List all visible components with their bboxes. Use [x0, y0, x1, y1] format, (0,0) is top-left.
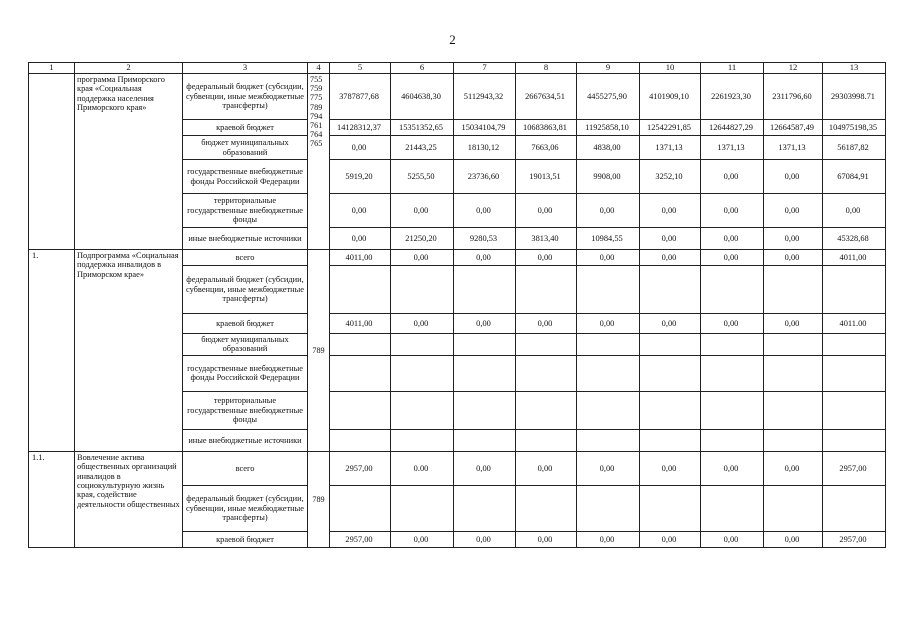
- value-cell: [823, 334, 886, 356]
- value-cell: 10984,55: [577, 228, 640, 250]
- value-cell: 0.00: [391, 451, 454, 485]
- value-cell: 0,00: [330, 228, 391, 250]
- value-cell: [391, 334, 454, 356]
- value-cell: 45328,68: [823, 228, 886, 250]
- value-cell: [701, 355, 764, 391]
- value-cell: [391, 485, 454, 531]
- value-cell: [640, 266, 701, 314]
- program-title: программа Приморского края «Социальная поддержка населения Приморского края»: [75, 74, 183, 250]
- value-cell: 4011.00: [823, 314, 886, 334]
- value-cell: 0,00: [516, 194, 577, 228]
- column-number-5: 5: [330, 63, 391, 74]
- column-number-10: 10: [640, 63, 701, 74]
- value-cell: 4838,00: [577, 136, 640, 160]
- column-number-12: 12: [764, 63, 823, 74]
- value-cell: 67084,91: [823, 160, 886, 194]
- value-cell: 0,00: [391, 314, 454, 334]
- value-cell: [577, 485, 640, 531]
- value-cell: 12644827,29: [701, 120, 764, 136]
- funding-source: федеральный бюджет (субсидии, субвенции, иные межбюджетные трансферты): [183, 266, 308, 314]
- value-cell: 0,00: [577, 531, 640, 547]
- column-number-6: 6: [391, 63, 454, 74]
- funding-source: государственные внебюджетные фонды Российской Федерации: [183, 160, 308, 194]
- funding-source: федеральный бюджет (субсидии, субвенции, иные межбюджетные трансферты): [183, 74, 308, 120]
- value-cell: [391, 391, 454, 429]
- value-cell: 0,00: [454, 531, 516, 547]
- value-cell: [391, 355, 454, 391]
- value-cell: 1371,13: [701, 136, 764, 160]
- funding-source: краевой бюджет: [183, 314, 308, 334]
- value-cell: 0,00: [764, 160, 823, 194]
- value-cell: 10683863,81: [516, 120, 577, 136]
- value-cell: [701, 485, 764, 531]
- value-cell: 29303998.71: [823, 74, 886, 120]
- measure-row: [29, 451, 886, 485]
- value-cell: 0,00: [764, 531, 823, 547]
- value-cell: 0,00: [516, 314, 577, 334]
- value-cell: [516, 266, 577, 314]
- value-cell: 0,00: [391, 531, 454, 547]
- value-cell: 0,00: [640, 194, 701, 228]
- value-cell: [577, 266, 640, 314]
- value-cell: 0,00: [701, 160, 764, 194]
- value-cell: 0,00: [454, 451, 516, 485]
- value-cell: 23736,60: [454, 160, 516, 194]
- value-cell: [330, 355, 391, 391]
- value-cell: 15351352,65: [391, 120, 454, 136]
- column-number-row: [29, 63, 886, 74]
- value-cell: [391, 266, 454, 314]
- value-cell: 2957,00: [823, 451, 886, 485]
- funding-source: краевой бюджет: [183, 531, 308, 547]
- subprogram-index: 1.: [29, 250, 75, 452]
- value-cell: 0,00: [764, 250, 823, 266]
- value-cell: [516, 429, 577, 451]
- value-cell: [330, 266, 391, 314]
- value-cell: 0,00: [577, 194, 640, 228]
- value-cell: 0,00: [577, 314, 640, 334]
- value-cell: [577, 429, 640, 451]
- value-cell: 9280,53: [454, 228, 516, 250]
- value-cell: [577, 355, 640, 391]
- value-cell: 4604638,30: [391, 74, 454, 120]
- value-cell: [516, 391, 577, 429]
- measure-code: 789: [308, 451, 330, 547]
- funding-source: федеральный бюджет (субсидии, субвенции, иные межбюджетные трансферты): [183, 485, 308, 531]
- value-cell: [640, 391, 701, 429]
- value-cell: 0,00: [701, 314, 764, 334]
- value-cell: [330, 429, 391, 451]
- value-cell: 0,00: [640, 451, 701, 485]
- column-number-13: 13: [823, 63, 886, 74]
- value-cell: [764, 334, 823, 356]
- value-cell: [823, 355, 886, 391]
- value-cell: 0,00: [701, 194, 764, 228]
- value-cell: 15034104,79: [454, 120, 516, 136]
- value-cell: [823, 391, 886, 429]
- value-cell: 0,00: [391, 250, 454, 266]
- value-cell: 5255,50: [391, 160, 454, 194]
- value-cell: 4455275,90: [577, 74, 640, 120]
- funding-source: всего: [183, 250, 308, 266]
- budget-table: [28, 62, 886, 548]
- column-number-2: 2: [75, 63, 183, 74]
- value-cell: 2957,00: [330, 451, 391, 485]
- value-cell: [701, 391, 764, 429]
- value-cell: [764, 429, 823, 451]
- funding-source: бюджет муниципальных образований: [183, 136, 308, 160]
- value-cell: 0,00: [823, 194, 886, 228]
- funding-source: краевой бюджет: [183, 120, 308, 136]
- column-number-8: 8: [516, 63, 577, 74]
- value-cell: [701, 266, 764, 314]
- funding-source: всего: [183, 451, 308, 485]
- value-cell: 0,00: [454, 250, 516, 266]
- value-cell: 4101909,10: [640, 74, 701, 120]
- value-cell: [454, 429, 516, 451]
- measure-title: Вовлечение актива общественных организаций инвалидов в социокультурную жизнь края, содействие деятельности общественных: [75, 451, 183, 547]
- value-cell: 2667634,51: [516, 74, 577, 120]
- value-cell: 3787877,68: [330, 74, 391, 120]
- value-cell: 0,00: [640, 314, 701, 334]
- column-number-1: 1: [29, 63, 75, 74]
- value-cell: 21443,25: [391, 136, 454, 160]
- value-cell: 0,00: [577, 451, 640, 485]
- value-cell: [454, 355, 516, 391]
- value-cell: 19013,51: [516, 160, 577, 194]
- value-cell: 2261923,30: [701, 74, 764, 120]
- value-cell: 56187,82: [823, 136, 886, 160]
- value-cell: 0,00: [640, 228, 701, 250]
- column-number-9: 9: [577, 63, 640, 74]
- value-cell: [764, 266, 823, 314]
- value-cell: 2957,00: [330, 531, 391, 547]
- value-cell: [577, 334, 640, 356]
- value-cell: [640, 429, 701, 451]
- value-cell: 0,00: [330, 194, 391, 228]
- value-cell: [577, 391, 640, 429]
- subprogram-code: 789: [308, 250, 330, 452]
- column-number-11: 11: [701, 63, 764, 74]
- value-cell: 0,00: [701, 531, 764, 547]
- value-cell: 0,00: [764, 194, 823, 228]
- value-cell: 0,00: [640, 250, 701, 266]
- value-cell: [454, 266, 516, 314]
- value-cell: [454, 485, 516, 531]
- page-number: 2: [449, 32, 456, 47]
- value-cell: 0,00: [454, 314, 516, 334]
- value-cell: [701, 429, 764, 451]
- value-cell: [640, 334, 701, 356]
- value-cell: 0,00: [454, 194, 516, 228]
- value-cell: 5919,20: [330, 160, 391, 194]
- value-cell: 0,00: [516, 451, 577, 485]
- value-cell: 11925858,10: [577, 120, 640, 136]
- value-cell: [454, 334, 516, 356]
- value-cell: [764, 391, 823, 429]
- value-cell: 0,00: [330, 136, 391, 160]
- funding-source: иные внебюджетные источники: [183, 429, 308, 451]
- funding-source: территориальные государственные внебюджетные фонды: [183, 194, 308, 228]
- column-number-7: 7: [454, 63, 516, 74]
- value-cell: [701, 334, 764, 356]
- value-cell: 0,00: [701, 250, 764, 266]
- funding-source: территориальные государственные внебюджетные фонды: [183, 391, 308, 429]
- value-cell: [516, 485, 577, 531]
- value-cell: 21250,20: [391, 228, 454, 250]
- value-cell: 0,00: [764, 228, 823, 250]
- value-cell: 18130,12: [454, 136, 516, 160]
- value-cell: 0,00: [764, 451, 823, 485]
- value-cell: 12542291,85: [640, 120, 701, 136]
- value-cell: [391, 429, 454, 451]
- value-cell: 7663,06: [516, 136, 577, 160]
- value-cell: 0,00: [391, 194, 454, 228]
- value-cell: [516, 355, 577, 391]
- value-cell: 0,00: [701, 228, 764, 250]
- funding-source: бюджет муниципальных образований: [183, 334, 308, 356]
- value-cell: [640, 355, 701, 391]
- value-cell: 3252,10: [640, 160, 701, 194]
- value-cell: 0,00: [764, 314, 823, 334]
- value-cell: 4011,00: [823, 250, 886, 266]
- value-cell: [764, 355, 823, 391]
- funding-source: иные внебюджетные источники: [183, 228, 308, 250]
- value-cell: 1371,13: [640, 136, 701, 160]
- value-cell: 104975198,35: [823, 120, 886, 136]
- value-cell: [330, 334, 391, 356]
- value-cell: [454, 391, 516, 429]
- value-cell: 3813,40: [516, 228, 577, 250]
- value-cell: [516, 334, 577, 356]
- program-row: [29, 74, 886, 120]
- program-code: 755 759 775 789 794 761 764 765: [308, 74, 330, 250]
- value-cell: 4011,00: [330, 250, 391, 266]
- value-cell: [764, 485, 823, 531]
- value-cell: 0,00: [577, 250, 640, 266]
- value-cell: 14128312,37: [330, 120, 391, 136]
- value-cell: 0,00: [516, 531, 577, 547]
- value-cell: 0,00: [516, 250, 577, 266]
- column-number-3: 3: [183, 63, 308, 74]
- measure-index: 1.1.: [29, 451, 75, 547]
- program-index: [29, 74, 75, 250]
- value-cell: 0,00: [640, 531, 701, 547]
- value-cell: 2311796,60: [764, 74, 823, 120]
- value-cell: [330, 485, 391, 531]
- value-cell: [330, 391, 391, 429]
- column-number-4: 4: [308, 63, 330, 74]
- value-cell: [640, 485, 701, 531]
- value-cell: [823, 266, 886, 314]
- value-cell: 2957,00: [823, 531, 886, 547]
- value-cell: [823, 485, 886, 531]
- value-cell: 12664587,49: [764, 120, 823, 136]
- value-cell: 4011,00: [330, 314, 391, 334]
- value-cell: 9908,00: [577, 160, 640, 194]
- value-cell: 0,00: [701, 451, 764, 485]
- funding-source: государственные внебюджетные фонды Российской Федерации: [183, 355, 308, 391]
- value-cell: 5112943,32: [454, 74, 516, 120]
- subprogram-title: Подпрограмма «Социальная поддержка инвалидов в Приморском крае»: [75, 250, 183, 452]
- value-cell: 1371,13: [764, 136, 823, 160]
- value-cell: [823, 429, 886, 451]
- subprogram-row: [29, 250, 886, 266]
